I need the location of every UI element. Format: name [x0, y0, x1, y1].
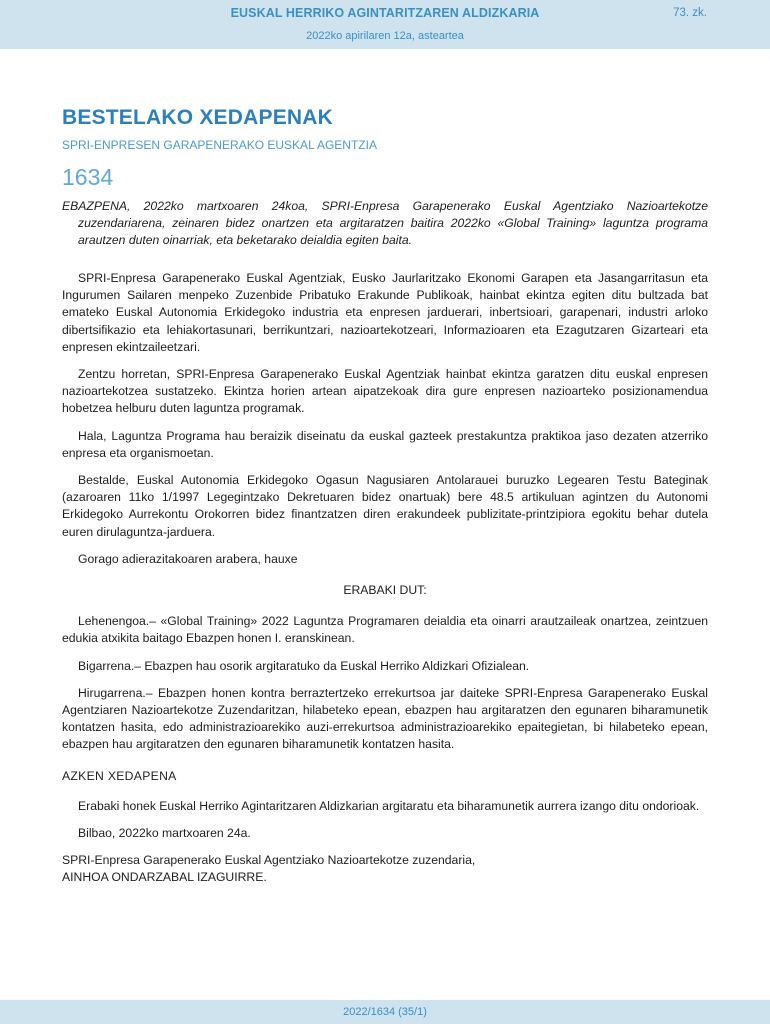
paragraph: SPRI-Enpresa Garapenerako Euskal Agentziak, Eusko Jaurlaritzako Ekonomi Garapen eta Jasangarritasun eta Ingurumen Sailaren menpeko Zuzenbide Pribatuko Erakunde Publikoak, hainbat ekintza egiten ditu bultzada bat emateko Euskal Autonomia Erkidegoko industria eta enpresen jarduerari, inbertsioari, garapenari, industri arloko dibertsifikazio eta lehiakortasunari, berrikuntzari, nazioartekotzeari, Informazioaren eta Ezagutzaren Gizarteari eta enpresen ekintzaileetzari. — [62, 271, 708, 354]
paragraph: Erabaki honek Euskal Herriko Agintaritzaren Aldizkarian argitaratu eta biharamunetik aurrera izango ditu ondorioak. — [78, 798, 700, 813]
document-content — [62, 104, 708, 887]
signature-role: SPRI-Enpresa Garapenerako Euskal Agentziako Nazioartekotze zuzendaria, — [62, 853, 476, 868]
section-title: BESTELAKO XEDAPENAK — [62, 106, 333, 129]
document-body — [62, 270, 708, 887]
paragraph: Bestalde, Euskal Autonomia Erkidegoko Ogasun Nagusiaren Antolarauei buruzko Legearen Testu Bateginak (azaroaren 11ko 1/1997 Legegintzako Dekretuaren bidez onartuak) bere 48.5 artikuluan agintzen du Autonomi Erkidegoko Aurrekontu Orokorren bidez finantzatzen diren erakundeek publizitate-printzipiora egokitu behar dutela euren dirulaguntza-jarduera. — [62, 473, 708, 539]
final-provision-heading: AZKEN XEDAPENA — [62, 768, 177, 783]
paragraph: Bigarrena.– Ebazpen hau osorik argitaratuko da Euskal Herriko Aldizkari Ofizialean. — [78, 658, 530, 673]
decision-heading: ERABAKI DUT: — [343, 583, 427, 598]
page-reference: 2022/1634 (35/1) — [343, 1006, 427, 1018]
paragraph: Hirugarrena.– Ebazpen honen kontra berraztertzeko errekurtsoa jar daiteke SPRI-Enpresa Garapenerako Euskal Agentziaren Nazioartekotze Zuzendaritzan, hilabeteko epean, ebazpen hau argitaratzen den egunaren biharamunetik kontatzen hasita, edo administrazioarekiko auzi-errekurtsoa administrazioarekiko epaitegietan, bi hilabeteko epean, ebazpen hau argitaratzen den egunaren biharamunetik kontatzen hasita. — [62, 685, 708, 752]
agency-name: SPRI-ENPRESEN GARAPENERAKO EUSKAL AGENTZIA — [62, 138, 377, 152]
place-date: Bilbao, 2022ko martxoaren 24a. — [78, 826, 251, 841]
journal-title: EUSKAL HERRIKO AGINTARITZAREN ALDIZKARIA — [230, 6, 540, 20]
paragraph: Gorago adierazitakoaren arabera, hauxe — [78, 551, 298, 566]
resolution-summary: EBAZPENA, 2022ko martxoaren 24koa, SPRI-Enpresa Garapenerako Euskal Agentziako Nazioartekotze zuzendariarena, zeinaren bidez onartzen eta argitaratzen baitira 2022ko «Global Training» laguntza programa arautzen duten oinarriak, eta beketarako deialdia egiten baita. — [62, 199, 708, 247]
issue-number: 73. zk. — [673, 7, 707, 19]
issue-date: 2022ko apirilaren 12a, asteartea — [306, 30, 464, 42]
page-footer — [0, 1000, 770, 1024]
paragraph: Zentzu horretan, SPRI-Enpresa Garapenerako Euskal Agentziak hainbat ekintza garatzen ditu euskal enpresen nazioartekotzea sustatzeko. Ekintza horien artean aipatzekoak dira gure enpresen nazioarteko posizionamendua hobetzea helburu duten laguntza programak. — [62, 367, 708, 416]
paragraph: Hala, Laguntza Programa hau beraizik diseinatu da euskal gazteek prestakuntza praktikoa jaso dezaten atzerriko enpresa eta organismoetan. — [62, 428, 708, 460]
document-number: 1634 — [62, 164, 114, 190]
paragraph: Lehenengoa.– «Global Training» 2022 Laguntza Programaren deialdia eta oinarri arautzaileak onartzea, zeintzuen edukia atxikita baitago Ebazpen honen I. eranskinean. — [62, 614, 708, 646]
signature-name: AINHOA ONDARZABAL IZAGUIRRE. — [62, 870, 267, 885]
page-header — [0, 0, 770, 49]
